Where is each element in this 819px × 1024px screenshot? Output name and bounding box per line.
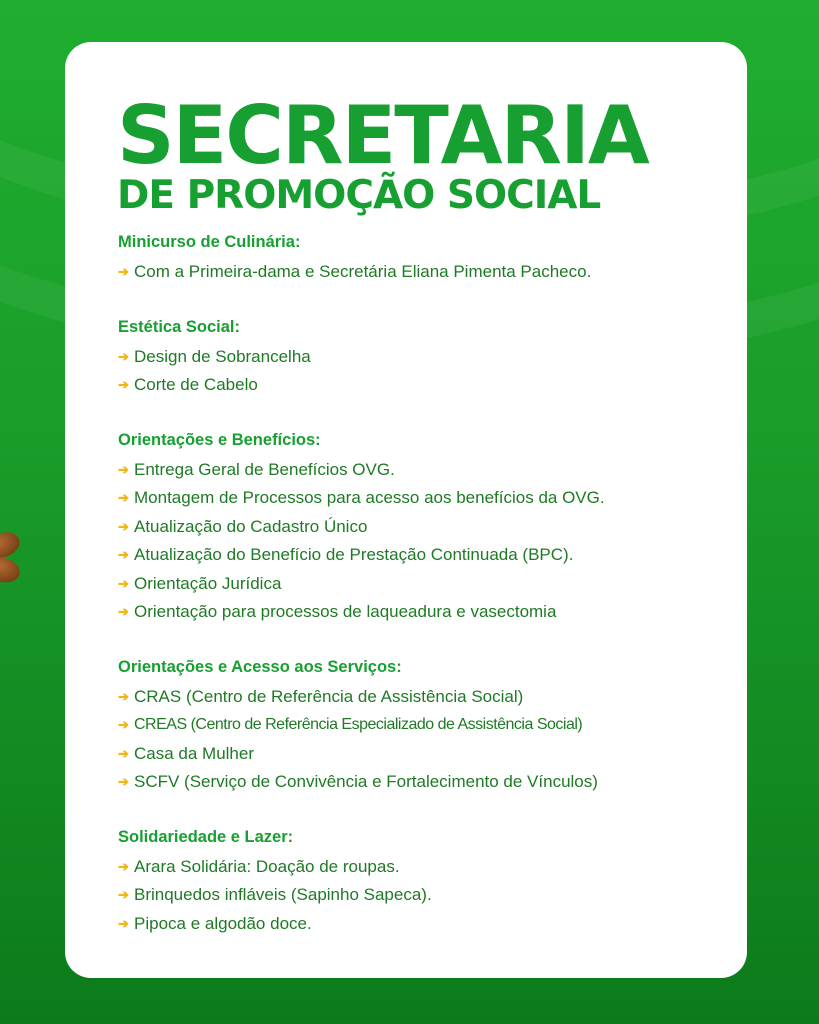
list-item: [118, 570, 728, 599]
section-orientacoes-beneficios: [118, 428, 728, 627]
list-item-text: Atualização do Benefício de Prestação Continuada (BPC).: [134, 545, 574, 565]
arrow-right-icon: ➔: [118, 547, 129, 563]
list-item: [118, 541, 728, 570]
list-item-text: Com a Primeira-dama e Secretária Eliana Pimenta Pacheco.: [134, 262, 592, 282]
arrow-right-icon: ➔: [118, 915, 129, 931]
section-acesso-servicos: [118, 655, 728, 797]
arrow-right-icon: ➔: [118, 264, 129, 280]
section-title: Orientações e Acesso aos Serviços:: [118, 657, 402, 676]
list-item-text: Atualização do Cadastro Único: [134, 516, 368, 536]
section-minicurso: [118, 230, 728, 287]
section-solidariedade: [118, 825, 728, 939]
section-title: Estética Social:: [118, 317, 240, 336]
list-item: [118, 484, 728, 513]
list-item: [118, 258, 728, 287]
arrow-right-icon: ➔: [118, 461, 129, 477]
list-item: [118, 371, 728, 400]
list-item-text: SCFV (Serviço de Convivência e Fortalecimento de Vínculos): [134, 772, 598, 792]
list-item-text: Pipoca e algodão doce.: [134, 913, 312, 933]
arrow-right-icon: ➔: [118, 377, 129, 393]
section-title: Orientações e Benefícios:: [118, 430, 321, 449]
list-item: [118, 740, 728, 769]
arrow-right-icon: ➔: [118, 858, 129, 874]
list-item: [118, 513, 728, 542]
list-item-text: Montagem de Processos para acesso aos benefícios da OVG.: [134, 488, 605, 508]
arrow-right-icon: ➔: [118, 575, 129, 591]
page-title: SECRETARIA: [117, 89, 648, 182]
list-item-text: Orientação para processos de laqueadura e vasectomia: [134, 602, 557, 622]
list-item-text: Corte de Cabelo: [134, 375, 258, 395]
list-item: [118, 910, 728, 939]
list-item: [118, 711, 728, 740]
list-item-text: Casa da Mulher: [134, 743, 255, 763]
section-title: Solidariedade e Lazer:: [118, 827, 294, 846]
decorative-bean: [0, 554, 23, 586]
list-item-text: CRAS (Centro de Referência de Assistência Social): [134, 686, 524, 706]
arrow-right-icon: ➔: [118, 604, 129, 620]
section-estetica: [118, 315, 728, 400]
section-title: Minicurso de Culinária:: [118, 233, 301, 251]
service-sections: [118, 230, 728, 966]
arrow-right-icon: ➔: [118, 745, 129, 761]
list-item: [118, 598, 728, 627]
list-item: [118, 456, 728, 485]
arrow-right-icon: ➔: [118, 717, 129, 733]
list-item: [118, 343, 728, 372]
arrow-right-icon: ➔: [118, 518, 129, 534]
list-item-text: Design de Sobrancelha: [134, 346, 311, 366]
list-item: [118, 853, 728, 882]
list-item-text: Brinquedos infláveis (Sapinho Sapeca).: [134, 885, 432, 905]
arrow-right-icon: ➔: [118, 348, 129, 364]
arrow-right-icon: ➔: [118, 774, 129, 790]
arrow-right-icon: ➔: [118, 688, 129, 704]
list-item-text: Entrega Geral de Benefícios OVG.: [134, 459, 395, 479]
page-subtitle: DE PROMOÇÃO SOCIAL: [117, 173, 601, 218]
arrow-right-icon: ➔: [118, 490, 129, 506]
list-item: [118, 768, 728, 797]
arrow-right-icon: ➔: [118, 887, 129, 903]
list-item-text: Arara Solidária: Doação de roupas.: [134, 856, 400, 876]
list-item: [118, 683, 728, 712]
info-card: [65, 42, 747, 978]
list-item-text: Orientação Jurídica: [134, 573, 282, 593]
list-item: [118, 881, 728, 910]
list-item-text: CREAS (Centro de Referência Especializado de Assistência Social): [134, 716, 583, 734]
